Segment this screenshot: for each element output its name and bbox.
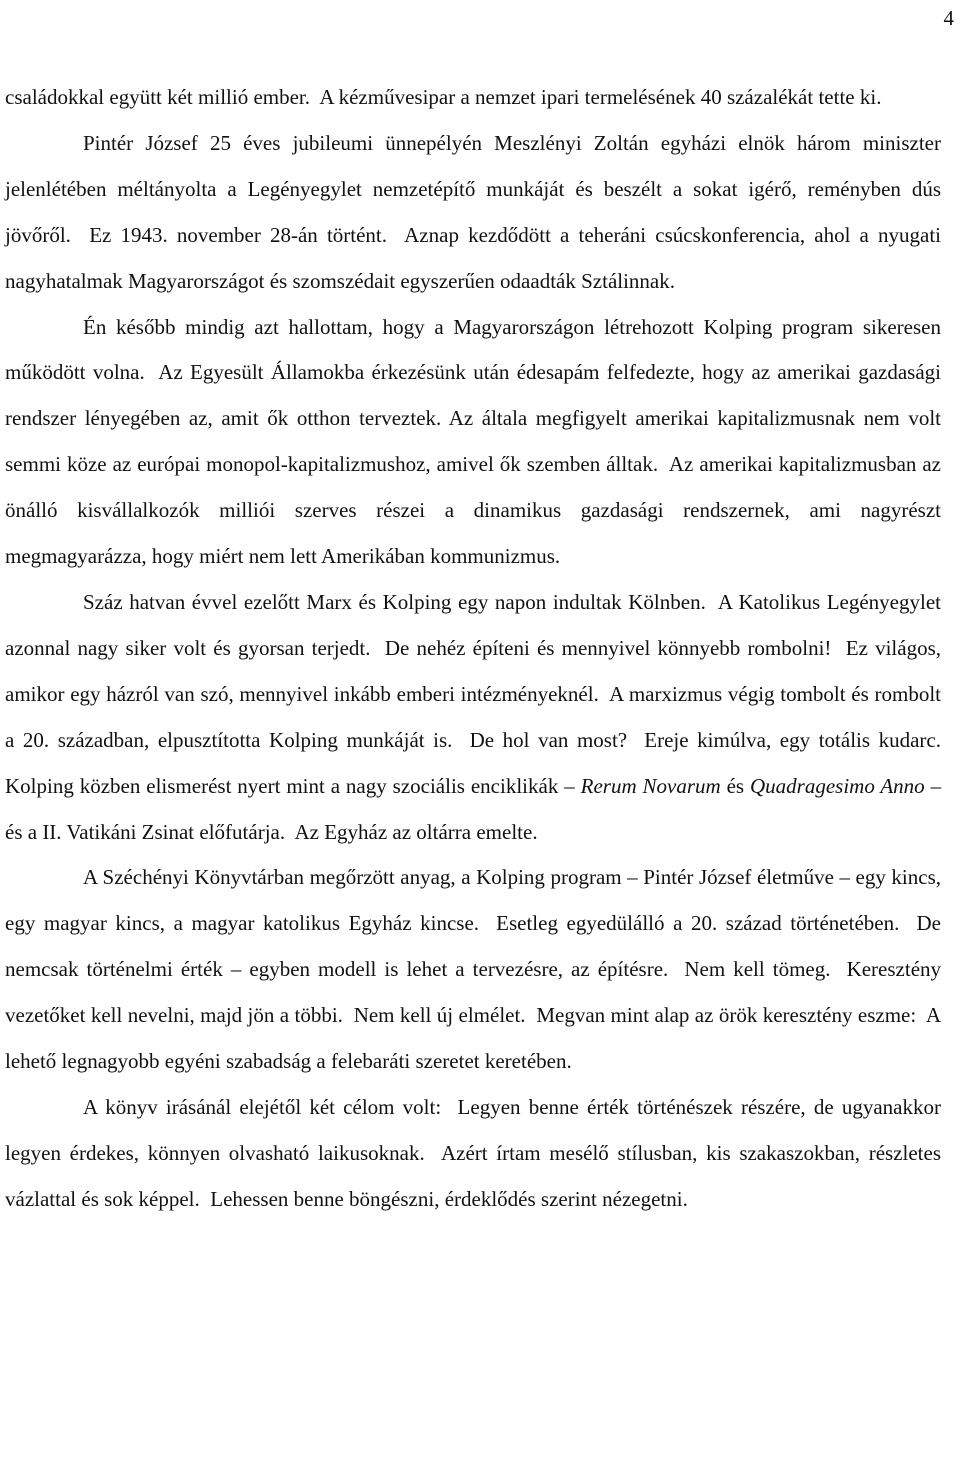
paragraph (5, 75, 941, 121)
paragraph (5, 305, 941, 580)
sentence: A Katolikus Legényegylet azonnal nagy siker volt és gyorsan terjedt. (5, 589, 941, 660)
sentence: Nem kell tömeg. (684, 957, 831, 982)
paragraph (5, 121, 941, 305)
paragraph (5, 1085, 941, 1223)
sentence: De nemcsak történelmi érték – egyben modell is lehet a tervezésre, az építésre. (5, 911, 941, 982)
sentence: – és a II. Vatikáni Zsinat előfutárja. (5, 773, 942, 844)
sentence: A marxizmus végig tombolt és rombolt a 20. században, elpusztította Kolping munkáját is. (5, 681, 941, 752)
paragraph (5, 855, 941, 1085)
sentence: De hol van most? (469, 727, 628, 752)
sentence: Esetleg egyedülálló a 20. század történetében. (496, 911, 900, 936)
sentence: Keresztény vezetőket kell nevelni, majd jön a többi. (5, 957, 942, 1028)
sentence: Ereje kimúlva, egy totális kudarc. (644, 727, 941, 752)
sentence: Kolping közben elismerést nyert mint a nagy szociális enciklikák – (5, 773, 575, 798)
sentence: Az Egyház az oltárra emelte. (294, 819, 538, 844)
sentence: De nehéz építeni és mennyivel könnyebb rombolni! (384, 635, 832, 660)
sentence: Az amerikai kapitalizmusban az önálló kisvállalkozók milliói szerves részei a dinamikus gazdasági rendszernek, ami nagyrészt megmagyarázza, hogy miért nem lett Amerikában kommunizmus. (5, 452, 942, 569)
sentence: Azért írtam mesélő stílusban, kis szakaszokban, részletes vázlattal és sok képpel. (5, 1140, 942, 1211)
sentence: családokkal együtt két millió ember. (5, 85, 311, 109)
sentence: Száz hatvan évvel ezelőtt Marx és Kolping egy napon indultak Kölnben. (83, 589, 706, 614)
sentence: A lehető legnagyobb egyéni szabadság a felebaráti szeretet keretében. (5, 1003, 941, 1074)
encyclical-title-rerum-novarum: Rerum Novarum (580, 773, 721, 798)
encyclical-title-quadragesimo-anno: Quadragesimo Anno (749, 773, 925, 798)
sentence: Én később mindig azt hallottam, hogy a Magyarországon létrehozott Kolping program sikeresen működött volna. (5, 314, 941, 385)
sentence: és (726, 773, 745, 798)
sentence: Aznap kezdődött a teheráni csúcskonferencia, ahol a nyugati nagyhatalmak Magyarországot és szomszédait egyszerűen odaadták Sztálinnak. (5, 222, 941, 293)
sentence: Megvan mint alap az örök keresztény eszme: (536, 1003, 917, 1028)
sentence: Ez 1943. november 28-án történt. (89, 222, 388, 247)
sentence: A könyv irásánál elejétől két célom volt: (83, 1094, 442, 1119)
page-number: 4 (943, 6, 954, 30)
sentence: Legyen benne érték történészek részére, de ugyanakkor legyen érdekes, könnyen olvasható laikusoknak. (5, 1094, 941, 1165)
sentence: Pintér József 25 éves jubileumi ünnepélyén Meszlényi Zoltán egyházi elnök három miniszter jelenlétében méltányolta a Legényegylet nemzetépítő munkáját és beszélt a sokat igérő, reményben dús jövőről. (5, 130, 941, 247)
sentence: Lehessen benne böngészni, érdeklődés szerint nézegetni. (210, 1186, 688, 1211)
sentence: Ez világos, amikor egy házról van szó, mennyivel inkább emberi intézményeknél. (5, 635, 942, 706)
sentence: A Széchényi Könyvtárban megőrzött anyag, a Kolping program – Pintér József életműve – egy kincs, egy magyar kincs, a magyar katolikus Egyház kincse. (5, 865, 941, 936)
paragraph (5, 580, 941, 855)
sentence: Az Egyesült Államokba érkezésünk után édesapám felfedezte, hogy az amerikai gazdasági rendszer lényegében az, amit ők otthon terveztek. (5, 360, 941, 431)
page-body (5, 75, 941, 1223)
sentence: A kézművesipar a nemzet ipari termelésének 40 százalékát tette ki. (319, 85, 882, 109)
sentence: Az általa megfigyelt amerikai kapitalizmusnak nem volt semmi köze az európai monopol-kapitalizmushoz, amivel ők szemben álltak. (5, 406, 941, 477)
sentence: Nem kell új elmélet. (353, 1003, 526, 1028)
